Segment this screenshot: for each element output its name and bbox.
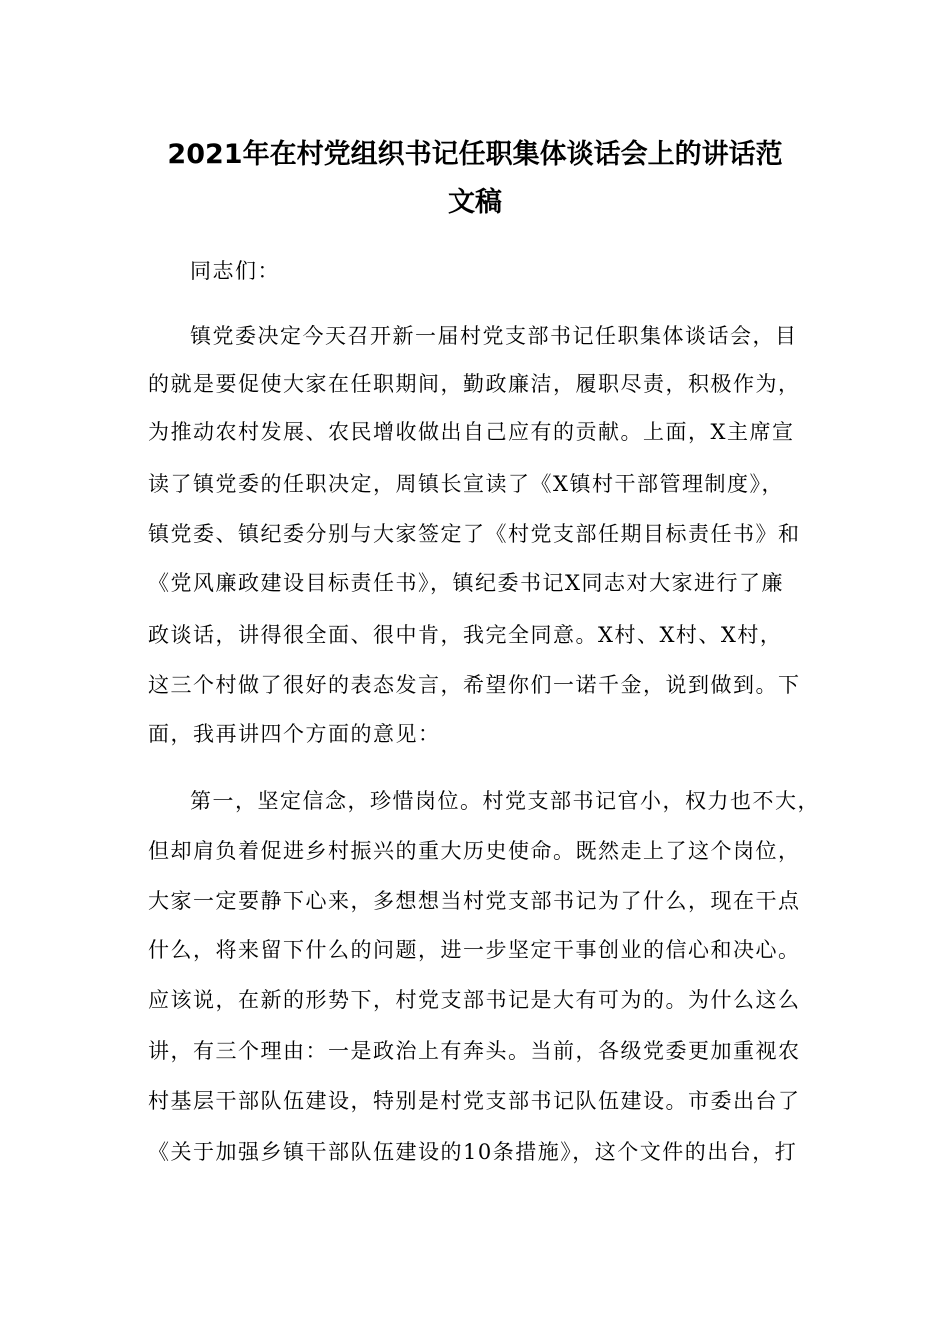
paragraph-line: 应该说，在新的形势下，村党支部书记是大有可为的。为什么这么: [148, 988, 801, 1012]
paragraph-line: 为推动农村发展、农民增收做出自己应有的贡献。上面，X主席宣: [148, 420, 795, 444]
paragraph-line: 读了镇党委的任职决定，周镇长宣读了《X镇村干部管理制度》，: [148, 472, 784, 496]
paragraph-line: 第一，坚定信念，珍惜岗位。村党支部书记官小，权力也不大，: [190, 789, 820, 813]
salutation: 同志们：: [190, 259, 280, 283]
paragraph-line: 政谈话，讲得很全面、很中肯，我完全同意。X村、X村、X村，: [148, 623, 783, 647]
paragraph-line: 面，我再讲四个方面的意见：: [148, 722, 441, 746]
paragraph-line: 村基层干部队伍建设，特别是村党支部书记队伍建设。市委出台了: [148, 1089, 801, 1113]
paragraph-line: 但却肩负着促进乡村振兴的重大历史使命。既然走上了这个岗位，: [148, 839, 801, 863]
paragraph-line: 这三个村做了很好的表态发言，希望你们一诺千金，说到做到。下: [148, 673, 801, 697]
paragraph-line: 大家一定要静下心来，多想想当村党支部书记为了什么，现在干点: [148, 889, 801, 913]
document-title-line-1: 2021年在村党组织书记任职集体谈话会上的讲话范: [167, 139, 783, 170]
paragraph-line: 《党风廉政建设目标责任书》，镇纪委书记X同志对大家进行了廉: [148, 571, 784, 595]
paragraph-line: 镇党委、镇纪委分别与大家签定了《村党支部任期目标责任书》和: [148, 522, 801, 546]
paragraph-line: 的就是要促使大家在任职期间，勤政廉洁，履职尽责，积极作为，: [148, 372, 801, 396]
paragraph-line: 镇党委决定今天召开新一届村党支部书记任职集体谈话会，目: [190, 324, 798, 348]
paragraph-line: 《关于加强乡镇干部队伍建设的10条措施》，这个文件的出台，打: [148, 1140, 798, 1164]
paragraph-line: 什么，将来留下什么的问题，进一步坚定干事创业的信心和决心。: [148, 938, 801, 962]
paragraph-line: 讲，有三个理由：一是政治上有奔头。当前，各级党委更加重视农: [148, 1039, 801, 1063]
document-title-line-2: 文稿: [448, 187, 502, 218]
